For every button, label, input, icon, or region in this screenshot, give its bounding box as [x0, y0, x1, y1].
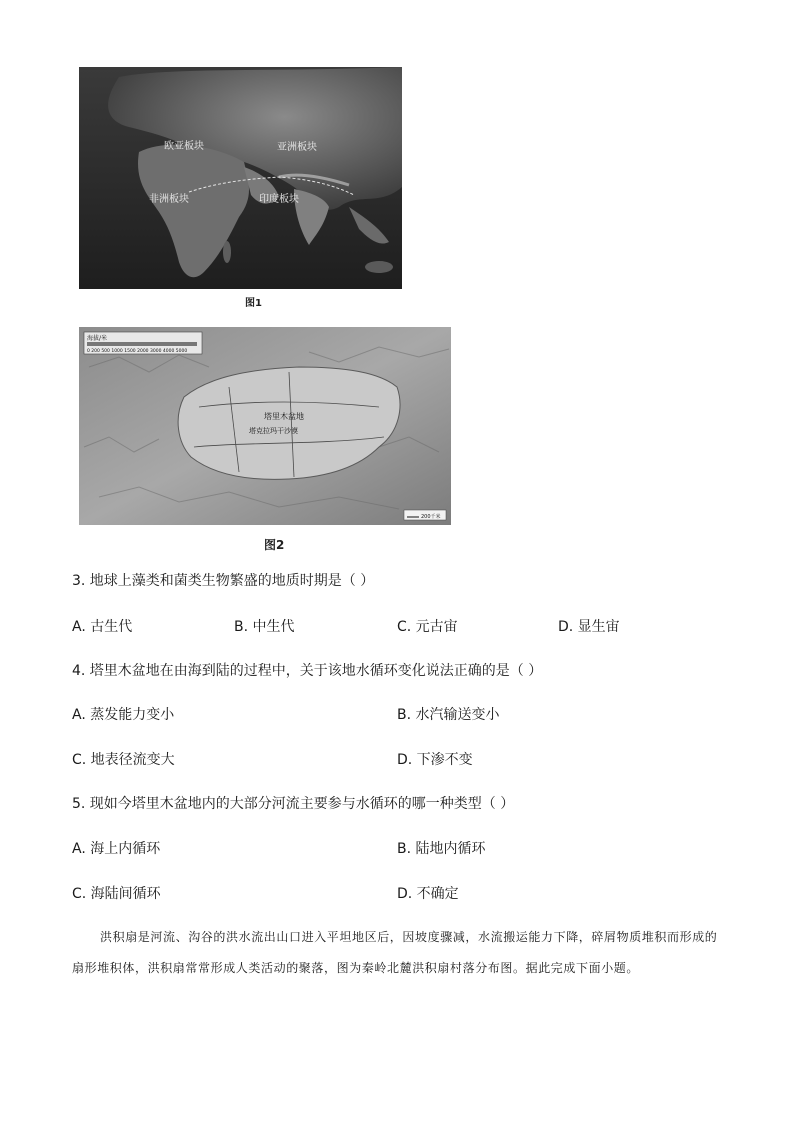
q4-option-d[interactable]: D. 下渗不变 [397, 752, 473, 768]
plate-label-asia: 亚洲板块 [277, 142, 317, 153]
figure-1-caption: 图1 [245, 298, 262, 309]
figure-1-image [79, 67, 402, 289]
figure-2-image [79, 327, 451, 525]
question-3-stem: 3. 地球上藻类和菌类生物繁盛的地质时期是（ ） [72, 573, 375, 589]
question-4-stem: 4. 塔里木盆地在由海到陆的过程中，关于该地水循环变化说法正确的是（ ） [72, 663, 543, 679]
passage-paragraph: 洪积扇是河流、沟谷的洪水流出山口进入平坦地区后，因坡度骤减，水流搬运能力下降，碎屑物质堆积而形成的扇形堆积体，洪积扇常常形成人类活动的聚落，图为秦岭北麓洪积扇村落分布图。据此完成下面小题。 [72, 930, 718, 975]
q4-option-c[interactable]: C. 地表径流变大 [72, 752, 175, 768]
figure-2-caption: 图2 [264, 538, 285, 552]
q5-option-d[interactable]: D. 不确定 [397, 886, 459, 902]
q4-option-a[interactable]: A. 蒸发能力变小 [72, 707, 175, 723]
q5-option-b[interactable]: B. 陆地内循环 [397, 841, 486, 857]
basin-label: 塔里木盆地 [264, 412, 304, 421]
legend-ticks: 0 200 500 1000 1500 2000 3000 4000 5000 [87, 349, 188, 354]
plate-label-india: 印度板块 [259, 194, 299, 205]
desert-label: 塔克拉玛干沙漠 [249, 427, 298, 435]
q3-option-d[interactable]: D. 显生宙 [558, 619, 620, 635]
q3-option-c[interactable]: C. 元古宙 [397, 619, 458, 635]
figure-1-map [79, 67, 402, 289]
q3-option-a[interactable]: A. 古生代 [72, 619, 133, 635]
scale-label: 200千米 [421, 514, 441, 520]
plate-label-europe: 欧亚板块 [164, 141, 204, 152]
figure-2-map [79, 327, 451, 525]
q3-option-b[interactable]: B. 中生代 [234, 619, 295, 635]
q4-option-b[interactable]: B. 水汽输送变小 [397, 707, 500, 723]
plate-label-africa: 非洲板块 [149, 194, 189, 205]
legend-title: 海拔/米 [87, 335, 108, 342]
q5-option-c[interactable]: C. 海陆间循环 [72, 886, 161, 902]
q5-option-a[interactable]: A. 海上内循环 [72, 841, 161, 857]
question-5-stem: 5. 现如今塔里木盆地内的大部分河流主要参与水循环的哪一种类型（ ） [72, 796, 515, 812]
